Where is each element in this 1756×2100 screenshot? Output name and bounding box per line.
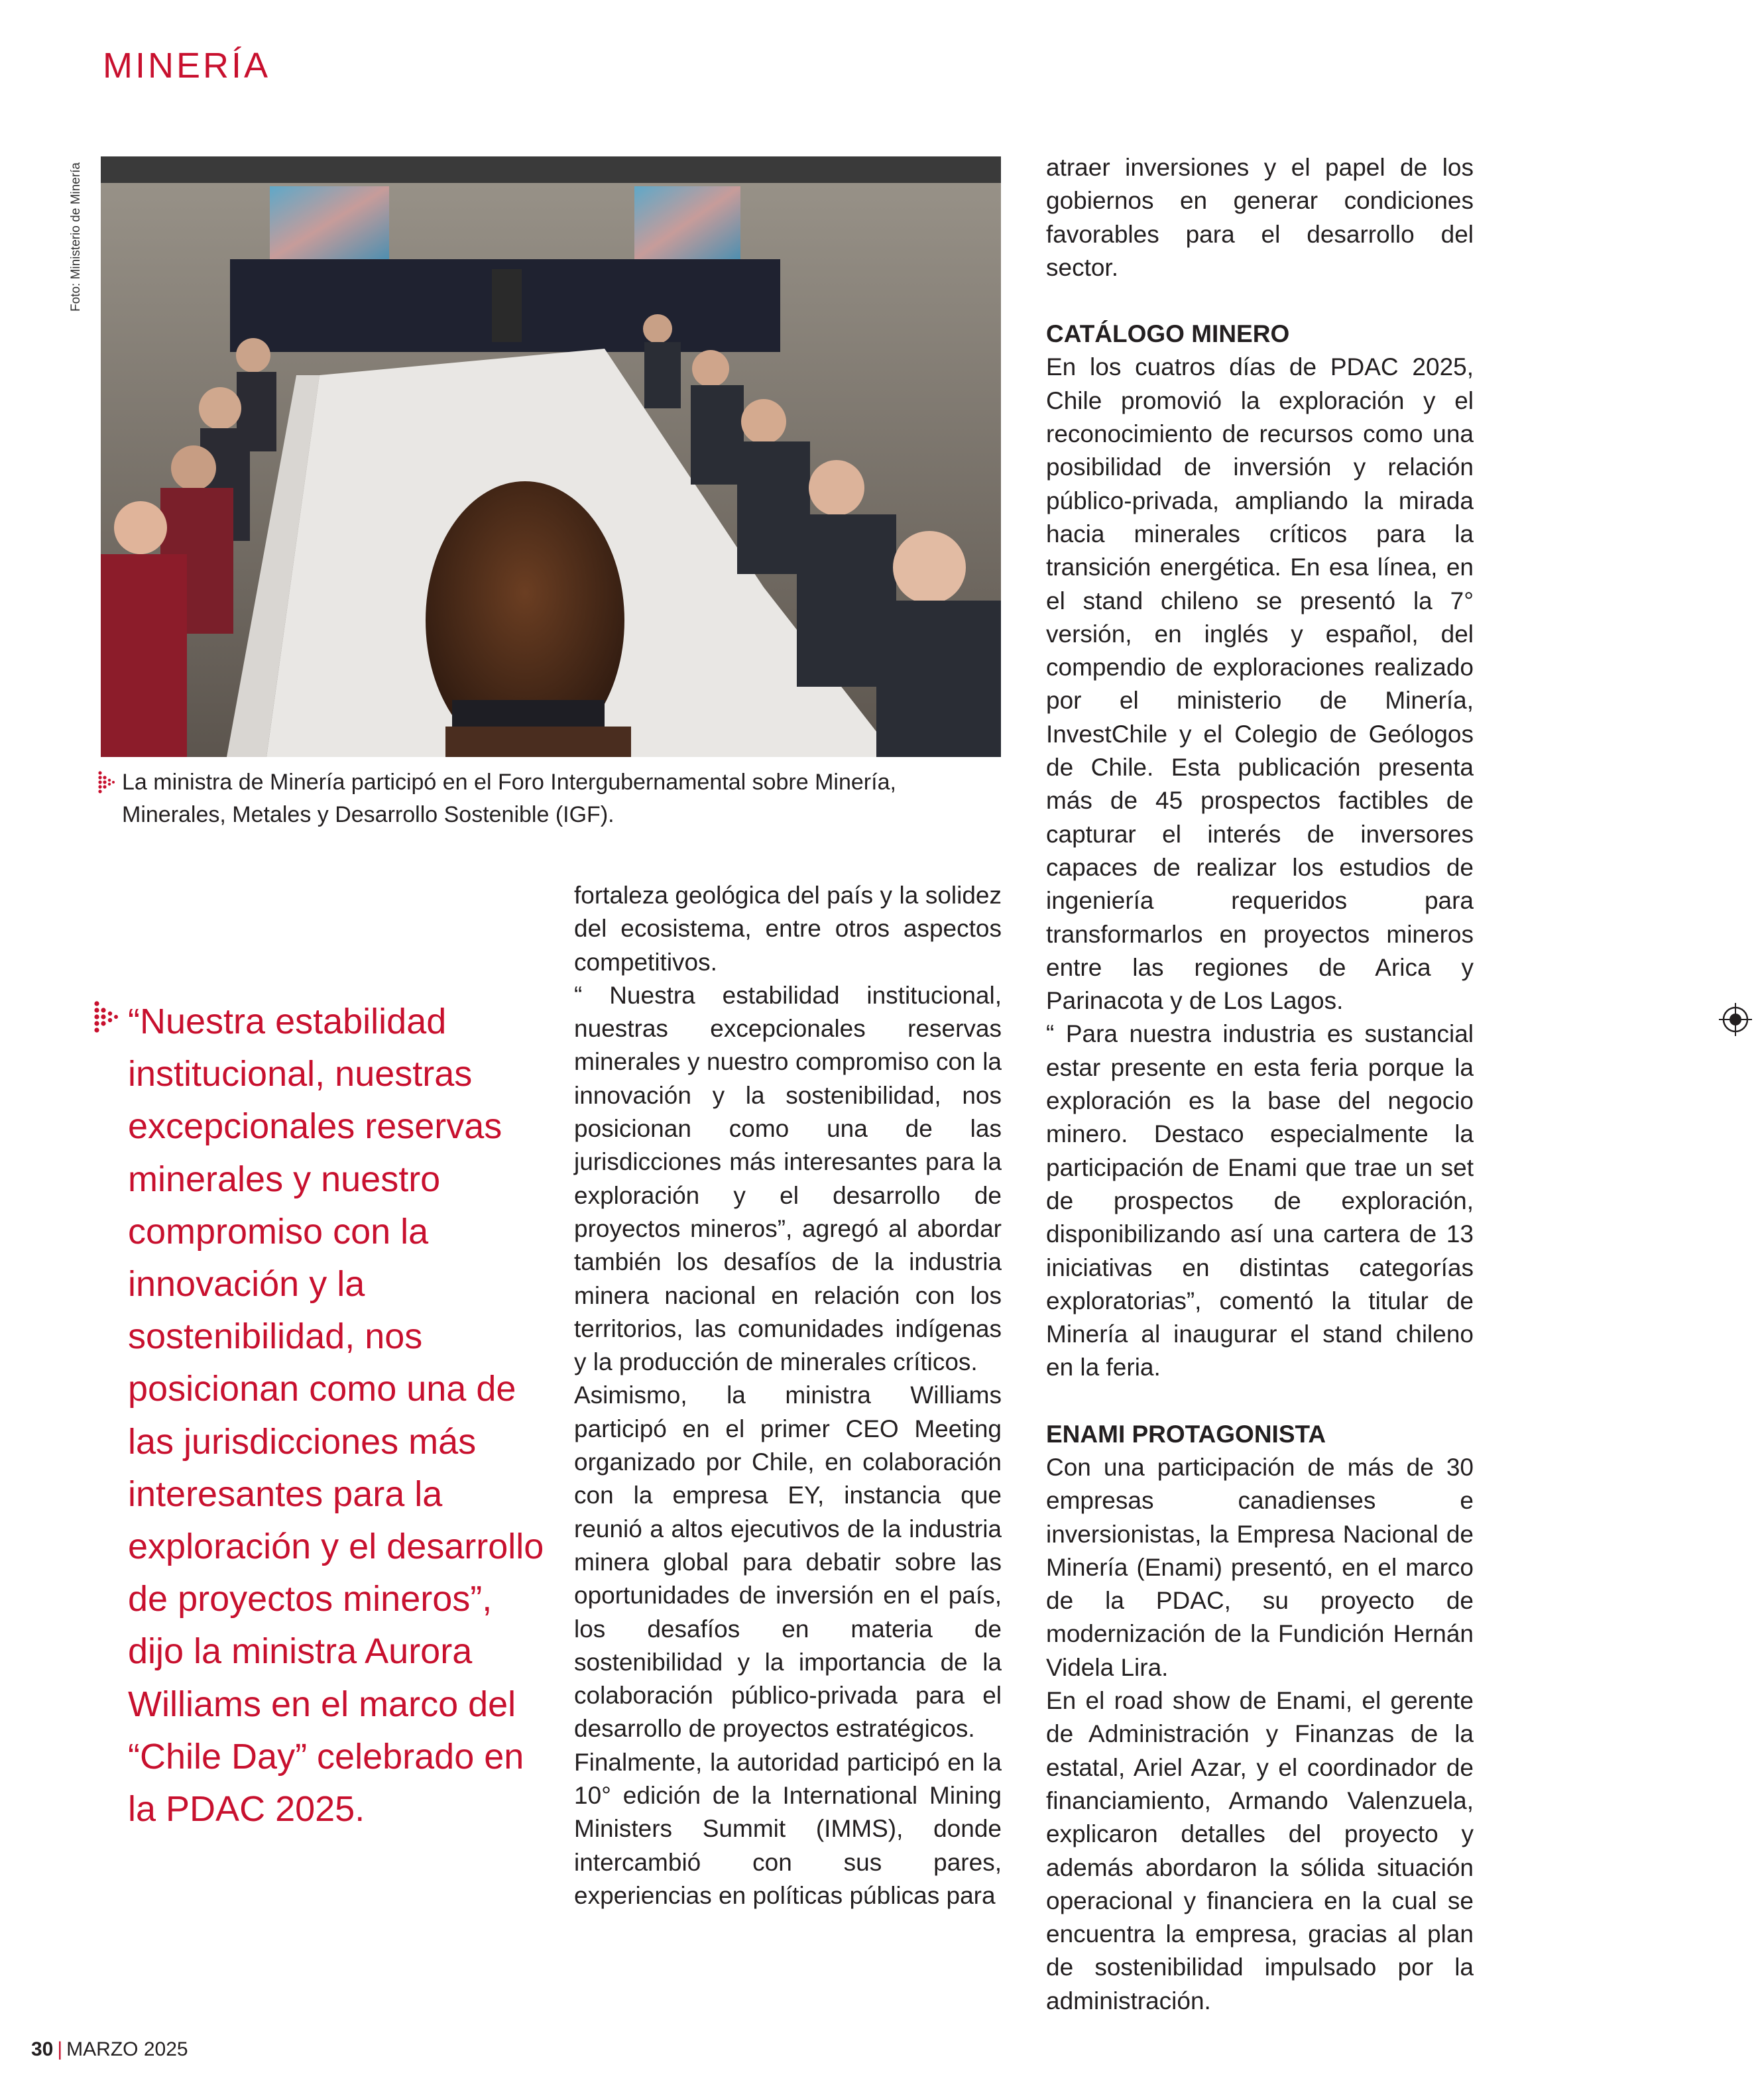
photo-caption: La ministra de Minería participó en el Foro Intergubernamental sobre Minería, Minerales, Metales y Desarrollo Sostenible (IGF). [122, 770, 896, 827]
pull-quote: “Nuestra estabilidad institucional, nuestras excepcionales reservas minerales y nuestro compromiso con la innovación y la sostenibilidad, nos posicionan como una de las jurisdicciones más interesantes para la exploración y el desarrollo de proyectos mineros”, dijo la ministra Aurora Williams en el marco del “Chile Day” celebrado en la PDAC 2025. [128, 1002, 544, 1830]
paragraph: atraer inversiones y el papel de los gobiernos en generar condiciones favorables para el desarrollo del sector. [1046, 154, 1474, 281]
paragraph: Asimismo, la ministra Williams participó en el primer CEO Meeting organizado por Chile, en colaboración con la empresa EY, instancia que reunió a altos ejecutivos de la industria minera global para debatir sobre las oportunidades de inversión en el país, los desafíos en materia de sostenibilidad y la importancia de la colaboración público-privada para el desarrollo de proyectos estratégicos. [574, 1381, 1002, 1743]
paragraph: Finalmente, la autoridad participó en la 10° edición de la International Mining Ministers Summit (IMMS), donde intercambió con sus pares, experiencias en políticas públicas para [574, 1748, 1002, 1909]
paragraph: Con una participación de más de 30 empresas canadienses e inversionistas, la Empresa Nacional de Minería (Enami) presentó, en el marco de la PDAC, su proyecto de modernización de la Fundición Hernán Videla Lira. [1046, 1453, 1474, 1681]
paragraph: En el road show de Enami, el gerente de Administración y Finanzas de la estatal, Ariel Azar, y el coordinador de financiamiento, Armando Valenzuela, explicaron detalles del proyecto y además abordaron la sólida situación operacional y financiera en la cual se encuentra la empresa, gracias al plan de sostenibilidad impulsado por la administración. [1046, 1687, 1474, 2014]
registration-mark-icon [1719, 1003, 1752, 1036]
caption-bullet-icon [98, 771, 118, 793]
photo-credit: Foto: Ministerio de Minería [69, 162, 83, 312]
section-title: MINERÍA [103, 46, 271, 86]
paragraph: En los cuatros días de PDAC 2025, Chile promovió la exploración y el reconocimiento de recursos como una posibilidad de inversión y relación público-privada, ampliando la mirada hacia minerales críticos para la transición energética. En esa línea, en el stand chileno se presentó la 7° versión, en inglés y español, del compendio de exploraciones realizado por el ministerio de Minería, InvestChile y el Colegio de Geólogos de Chile. Esta publicación presenta más de 45 prospectos factibles de capturar el interés de inversores capaces de realizar los estudios de ingeniería requeridos para transformarlos en proyectos mineros entre las regiones de Arica y Parinacota y de Los Lagos. [1046, 353, 1474, 1015]
paragraph: “ Nuestra estabilidad institucional, nuestras excepcionales reservas minerales y nuestro compromiso con la innovación y la sostenibilidad, nos posicionan como una de las jurisdicciones más interesantes para la exploración y el desarrollo de proyectos mineros”, agregó al abordar también los desafíos de la industria minera nacional en relación con los territorios, las comunidades indígenas y la producción de minerales críticos. [574, 981, 1002, 1376]
article-column-2 [574, 879, 1002, 1912]
footer-separator: | [57, 2038, 63, 2060]
page-footer [31, 2038, 188, 2061]
paragraph: “ Para nuestra industria es sustancial estar presente en esta feria porque la exploración es la base del negocio minero. Destaco especialmente la participación de Enami que trae un set de prospectos de exploración, disponibilizando así una cartera de 13 iniciativas en distintas categorías exploratorias”, comentó la titular de Minería al inaugurar el stand chileno en la feria. [1046, 1020, 1474, 1381]
article-column-3 [1046, 151, 1474, 2018]
subheading-enami: ENAMI PROTAGONISTA [1046, 1420, 1326, 1448]
conference-photo [101, 156, 1001, 757]
page-number: 30 [31, 2038, 54, 2060]
quote-bullet-icon [94, 1001, 122, 1035]
issue-date: MARZO 2025 [66, 2038, 188, 2060]
paragraph: fortaleza geológica del país y la solidez del ecosistema, entre otros aspectos competitivos. [574, 882, 1002, 976]
subheading-catalogo: CATÁLOGO MINERO [1046, 320, 1290, 348]
